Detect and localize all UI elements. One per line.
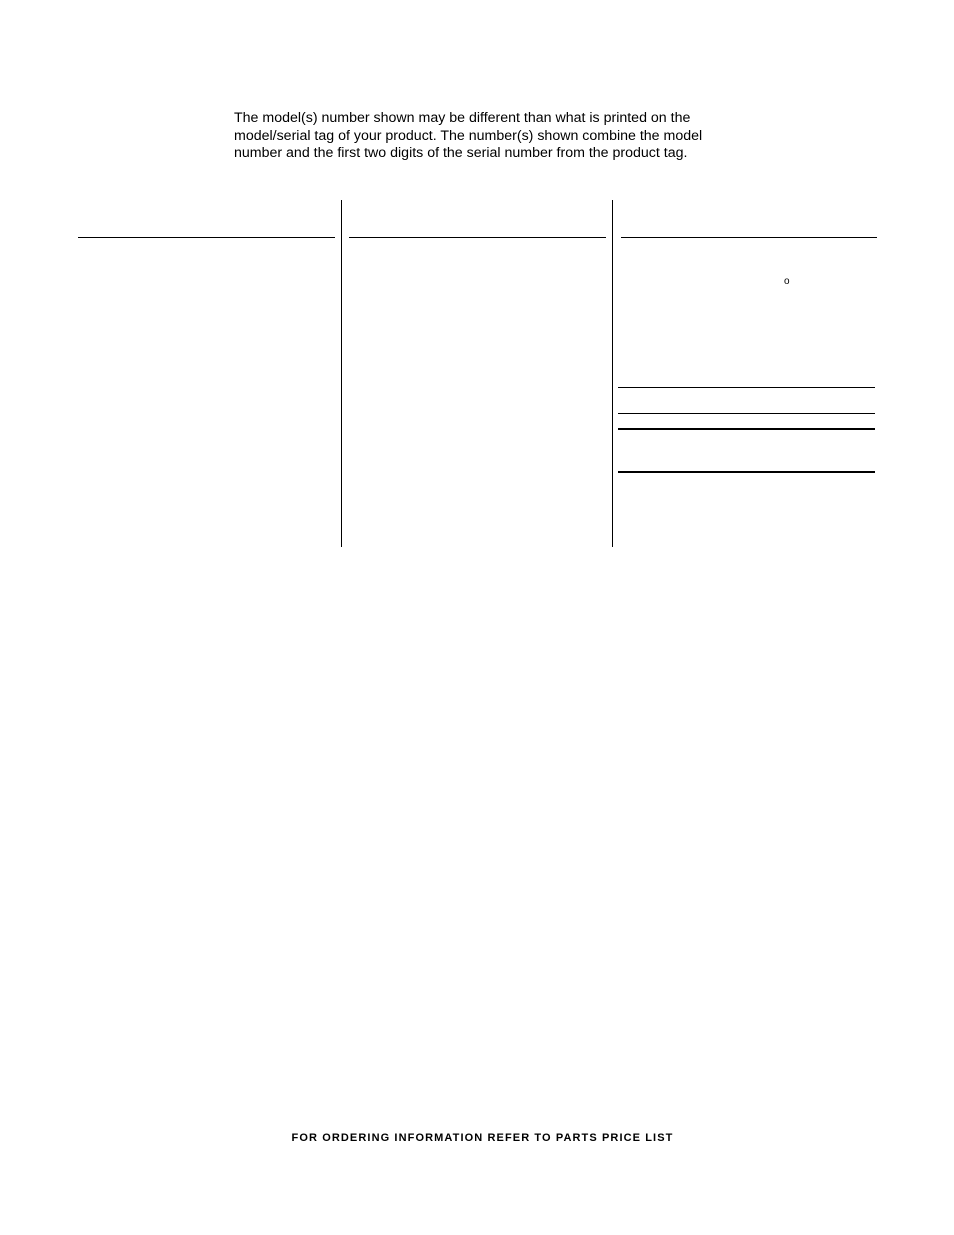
column-3-mark: o [784, 276, 790, 287]
column-3-header-rule [621, 237, 877, 238]
column-divider-left [341, 200, 342, 547]
model-number-notice [234, 110, 754, 163]
column-3-section-rule-1 [618, 387, 875, 388]
notice-line-1: The model(s) number shown may be different than what is printed on the [234, 110, 691, 126]
column-3-section-rule-2 [618, 413, 875, 414]
notice-line-2: model/serial tag of your product. The number(s) shown combine the model [234, 127, 703, 144]
column-3-section-rule-4 [618, 471, 875, 473]
column-divider-right [612, 200, 613, 547]
ordering-information-footer: FOR ORDERING INFORMATION REFER TO PARTS PRICE LIST [291, 1132, 674, 1144]
column-1-header-rule [78, 237, 335, 238]
column-2-header-rule [349, 237, 606, 238]
column-3-section-rule-3 [618, 428, 875, 430]
notice-line-3: number and the first two digits of the serial number from the product tag. [234, 145, 688, 161]
